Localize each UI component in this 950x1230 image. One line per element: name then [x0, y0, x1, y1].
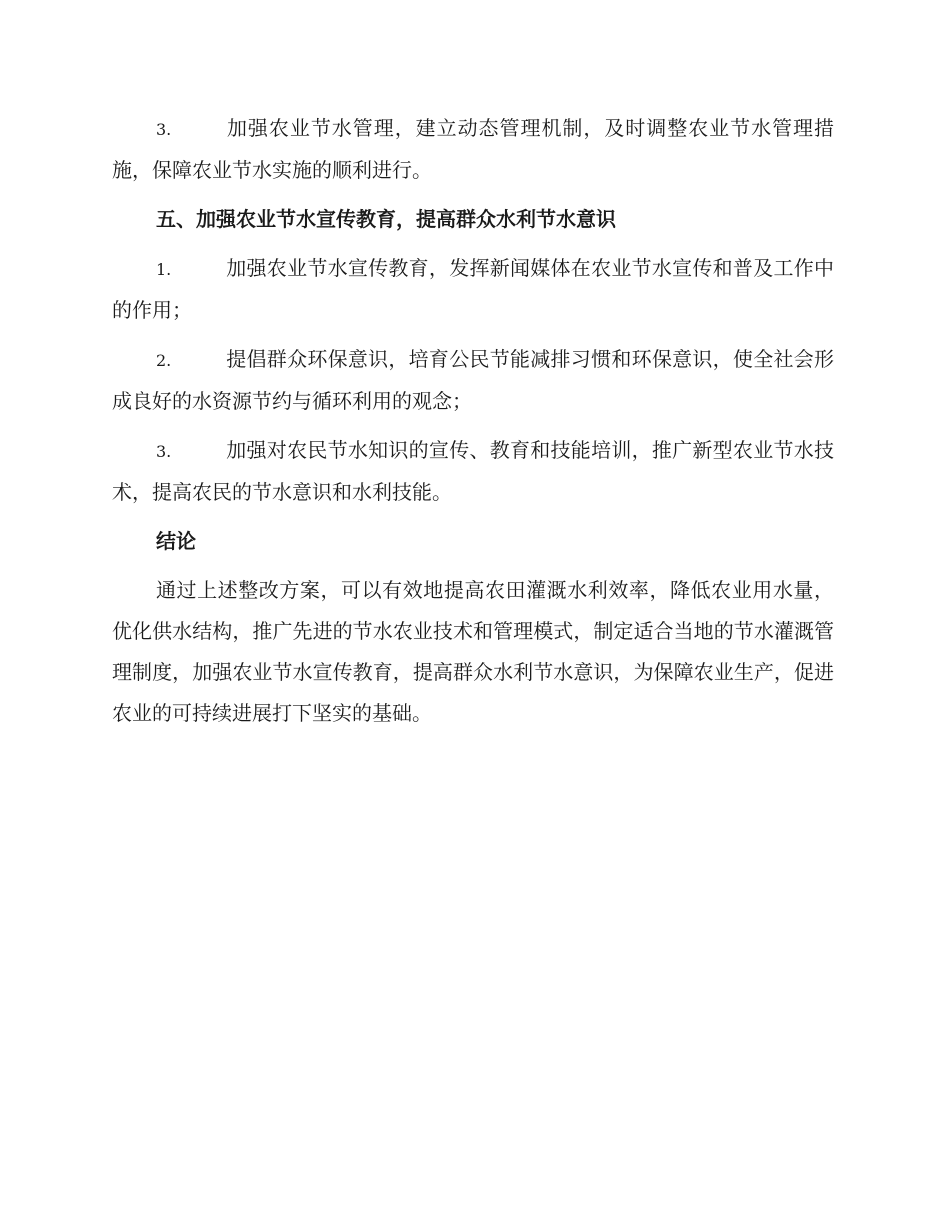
list-item: [112, 339, 834, 422]
list-number: 3.: [156, 442, 172, 461]
document-body: [112, 108, 834, 734]
list-number: 1.: [156, 260, 172, 279]
list-item: [112, 108, 834, 191]
list-text: 加强农业节水管理，建立动态管理机制，及时调整农业节水管理措施，保障农业节水实施的顺利进行。: [112, 116, 834, 182]
conclusion-heading: 结论: [156, 529, 196, 553]
conclusion-paragraph: 通过上述整改方案，可以有效地提高农田灌溉水利效率，降低农业用水量，优化供水结构，推广先进的节水农业技术和管理模式，制定适合当地的节水灌溉管理制度，加强农业节水宣传教育，提高群众水利节水意识，为保障农业生产，促进农业的可持续进展打下坚实的基础。: [112, 578, 834, 725]
section-heading: 五、加强农业节水宣传教育，提高群众水利节水意识: [156, 207, 616, 231]
list-text: 提倡群众环保意识，培育公民节能减排习惯和环保意识，使全社会形成良好的水资源节约与循环利用的观念；: [112, 347, 834, 413]
list-number: 2.: [156, 351, 172, 370]
list-text: 加强对农民节水知识的宣传、教育和技能培训，推广新型农业节水技术，提高农民的节水意识和水利技能。: [112, 438, 834, 504]
list-item: [112, 430, 834, 513]
list-text: 加强农业节水宣传教育，发挥新闻媒体在农业节水宣传和普及工作中的作用；: [112, 256, 834, 322]
list-item: [112, 248, 834, 331]
list-number: 3.: [156, 120, 172, 139]
